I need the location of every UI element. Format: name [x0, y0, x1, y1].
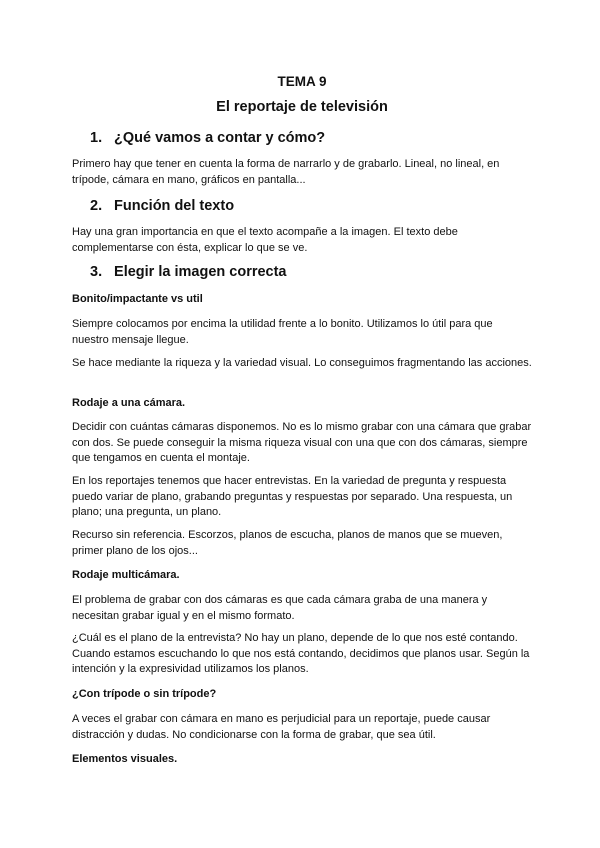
section-heading-3 — [90, 264, 287, 280]
section-number: 1. — [90, 130, 103, 146]
subsection-heading: Rodaje a una cámara. — [72, 397, 186, 409]
subsection-heading: ¿Con trípode o sin trípode? — [72, 688, 217, 700]
paragraph: En los reportajes tenemos que hacer entrevistas. En la variedad de pregunta y respuesta puedo variar de plano, grabando preguntas y respuestas por separado. Una respuesta, un plano; una pregunta, un plano. — [72, 475, 513, 518]
paragraph: Recurso sin referencia. Escorzos, planos de escucha, planos de manos que se mueven, primer plano de los ojos... — [72, 529, 503, 557]
document-title: El reportaje de televisión — [216, 99, 388, 115]
section-title: ¿Qué vamos a contar y cómo? — [114, 130, 326, 146]
section-number: 3. — [90, 264, 103, 280]
section-title: Función del texto — [114, 198, 235, 214]
subsection-heading: Bonito/impactante vs util — [72, 293, 203, 305]
subsection-heading: Rodaje multicámara. — [72, 569, 180, 581]
paragraph: Se hace mediante la riqueza y la variedad visual. Lo conseguimos fragmentando las acciones. — [72, 357, 532, 369]
paragraph: Hay una gran importancia en que el texto acompañe a la imagen. El texto debe complementarse con ésta, explicar lo que se ve. — [72, 226, 458, 254]
section-heading-1 — [90, 130, 325, 146]
paragraph: Decidir con cuántas cámaras disponemos. No es lo mismo grabar con una cámara que grabar con dos. Se puede conseguir la misma riqueza visual con una que con dos cámaras, siempre que tengamos en cuenta el montaje. — [72, 421, 532, 464]
section-title: Elegir la imagen correcta — [114, 264, 287, 280]
section-number: 2. — [90, 198, 103, 214]
paragraph: Siempre colocamos por encima la utilidad frente a lo bonito. Utilizamos lo útil para que nuestro mensaje llegue. — [72, 318, 493, 346]
paragraph: El problema de grabar con dos cámaras es que cada cámara graba de una manera y necesitan grabar igual y en el mismo formato. — [72, 594, 488, 622]
subsection-heading: Elementos visuales. — [72, 753, 178, 765]
paragraph: ¿Cuál es el plano de la entrevista? No hay un plano, depende de lo que nos esté contando. Cuando estamos escuchando lo que nos está contando, decidimos que planos usar. Según la intención y la expresividad utilizamos los planos. — [72, 632, 530, 675]
section-heading-2 — [90, 198, 234, 214]
paragraph: Primero hay que tener en cuenta la forma de narrarlo y de grabarlo. Lineal, no lineal, en trípode, cámara en mano, gráficos en pantalla... — [72, 158, 500, 186]
topic-number: TEMA 9 — [277, 74, 327, 89]
paragraph: A veces el grabar con cámara en mano es perjudicial para un reportaje, puede causar distracción y dudas. No condicionarse con la forma de grabar, que sea útil. — [72, 713, 491, 741]
